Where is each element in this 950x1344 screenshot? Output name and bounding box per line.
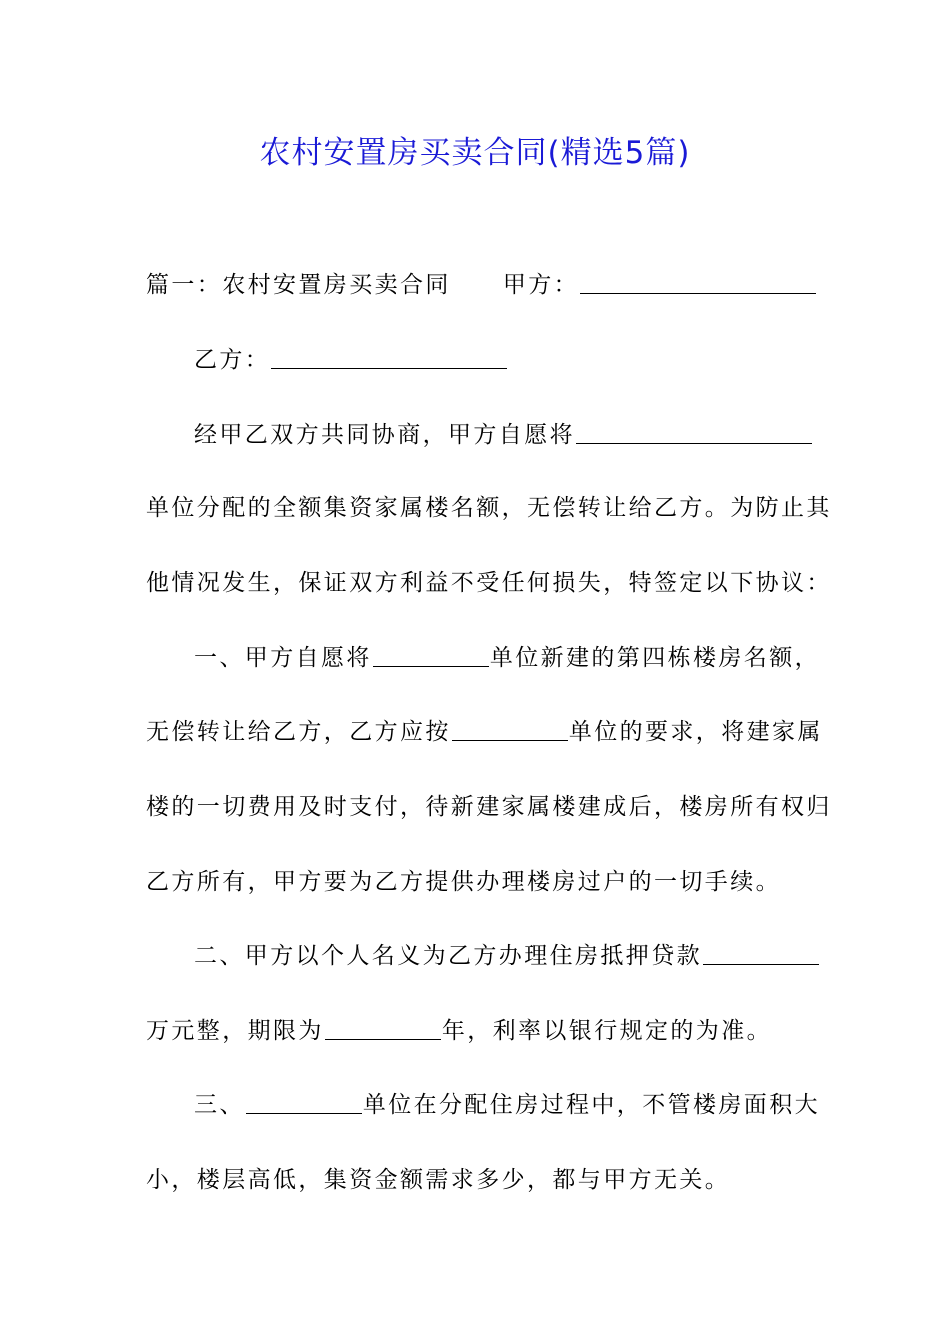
paragraph-line-9 <box>146 862 781 902</box>
unit-blank <box>452 716 568 741</box>
text-segment: 乙方所有，甲方要为乙方提供办理楼房过户的一切手续。 <box>146 869 781 895</box>
text-segment: 他情况发生，保证双方利益不受任何损失，特签定以下协议： <box>146 570 832 596</box>
paragraph-line-6 <box>194 638 820 678</box>
paragraph-line-2 <box>194 340 508 380</box>
paragraph-line-5 <box>146 563 832 603</box>
paragraph-line-11 <box>146 1011 772 1051</box>
section-heading: 篇一：农村安置房买卖合同 <box>146 272 451 298</box>
paragraph-line-1 <box>146 265 817 305</box>
unit-blank <box>373 642 489 667</box>
text-segment: 单位新建的第四栋楼房名额， <box>489 645 821 671</box>
text-segment: 经甲乙双方共同协商，甲方自愿将 <box>194 422 575 448</box>
document-title: 农村安置房买卖合同(精选5篇) <box>259 135 691 171</box>
party-a-blank <box>580 269 816 294</box>
unit-blank <box>246 1089 362 1114</box>
term-blank <box>325 1015 441 1040</box>
paragraph-line-10 <box>194 936 820 976</box>
paragraph-line-12 <box>194 1085 820 1125</box>
text-segment: 楼的一切费用及时支付，待新建家属楼建成后，楼房所有权归 <box>146 794 832 820</box>
paragraph-line-8 <box>146 787 832 827</box>
paragraph-line-4 <box>146 488 832 528</box>
party-b-label: 乙方： <box>194 347 271 373</box>
text-segment: 单位的要求，将建家属 <box>568 719 823 745</box>
text-segment: 三、 <box>194 1092 245 1118</box>
text-segment: 万元整，期限为 <box>146 1018 324 1044</box>
unit-blank <box>576 419 812 444</box>
loan-amount-blank <box>703 940 819 965</box>
text-segment: 小，楼层高低，集资金额需求多少，都与甲方无关。 <box>146 1167 731 1193</box>
paragraph-line-7 <box>146 712 823 752</box>
party-a-label: 甲方： <box>502 272 580 298</box>
party-b-blank <box>271 344 507 369</box>
text-segment: 年，利率以银行规定的为准。 <box>441 1018 773 1044</box>
text-segment: 单位在分配住房过程中，不管楼房面积大 <box>362 1092 821 1118</box>
paragraph-line-13 <box>146 1160 730 1200</box>
text-segment: 二、甲方以个人名义为乙方办理住房抵押贷款 <box>194 943 702 969</box>
text-segment: 无偿转让给乙方，乙方应按 <box>146 719 451 745</box>
text-segment: 一、甲方自愿将 <box>194 645 372 671</box>
paragraph-line-3 <box>194 415 813 455</box>
text-segment: 单位分配的全额集资家属楼名额，无偿转让给乙方。为防止其 <box>146 495 832 521</box>
